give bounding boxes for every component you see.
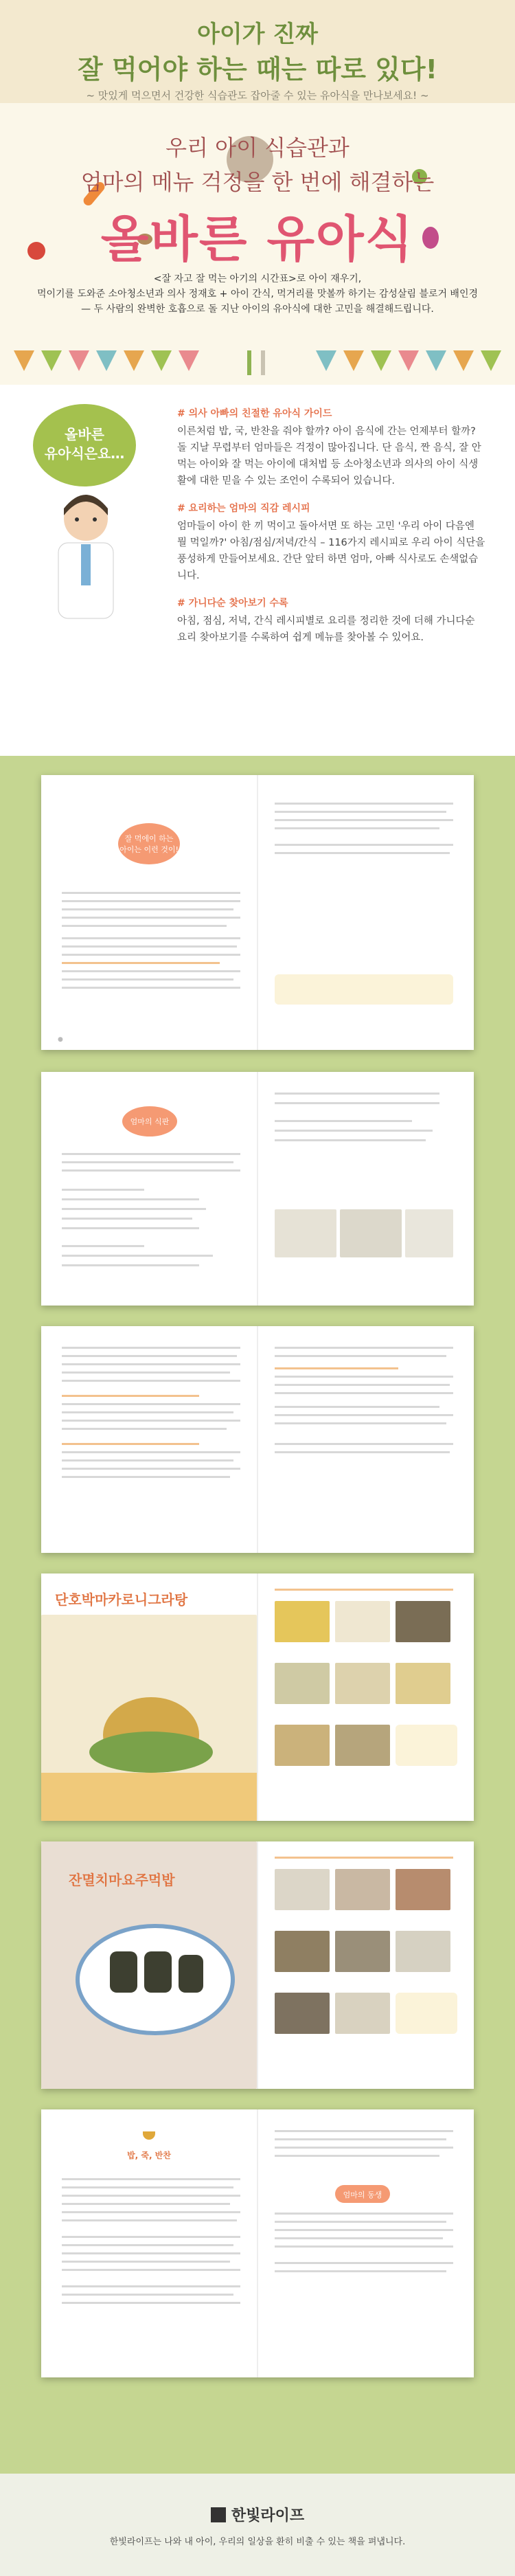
book-spread-3 xyxy=(41,1326,474,1553)
step-photo xyxy=(335,1993,390,2034)
hero-subtitle: ~ 맛있게 먹으면서 건강한 식습관도 잡아줄 수 있는 유아식을 만나보세요! ~ xyxy=(86,89,429,102)
bottles-photo xyxy=(340,1209,402,1257)
step-photo xyxy=(396,1931,450,1972)
intro-paragraph-guide: 이른처럼 밥, 국, 반찬을 줘야 할까? 아이 음식에 간는 언제부터 할까? 돌 지날 무렵부터 엄마들은 걱정이 많아집니다. 단 음식, 짠 음식, 잘 안 먹는 아이와 잘 먹는 아이에 대처법 등 소아청소년과 의사의 아이 식생활에 대한 믿을 수 있는 조언이 수록되어 있습니다. xyxy=(177,426,481,486)
intro-section xyxy=(0,385,515,756)
step-photo xyxy=(396,1663,450,1704)
book-spreads-section xyxy=(0,756,515,2474)
step-photo xyxy=(335,1931,390,1972)
chapter-blob-text: 잘 먹에이 하는 아이는 이런 것이! xyxy=(119,834,179,854)
bunting-decoration xyxy=(0,350,515,378)
step-photo xyxy=(275,1993,330,2034)
doctor-illustration xyxy=(41,488,130,625)
section-blob xyxy=(122,1106,177,1136)
book-title: 올바른 유아식 xyxy=(100,210,415,268)
hero-description xyxy=(0,271,515,317)
spine xyxy=(257,1326,258,1553)
spine xyxy=(257,1072,258,1306)
bottles-photo xyxy=(275,1209,336,1257)
recipe-title: 단호박마카로니그라탕 xyxy=(55,1591,188,1608)
step-photo xyxy=(396,1601,450,1642)
hero-tagline-1: 우리 아이 식습관과 xyxy=(165,135,350,161)
step-photo xyxy=(275,1931,330,1972)
book-spread-6 xyxy=(41,2109,474,2377)
step-photo xyxy=(275,1725,330,1766)
bowl-icon xyxy=(143,2131,155,2140)
hero-headline-line1: 아이가 진짜 xyxy=(196,21,319,48)
hero-tagline-2: 엄마의 메뉴 걱정을 한 번에 해결하는 xyxy=(80,169,435,195)
hero-desc-line1: <잘 자고 잘 먹는 아기의 시간표>로 아이 재우기, xyxy=(153,273,362,284)
book-spread-2 xyxy=(41,1072,474,1306)
hero-desc-line2: 먹이기를 도와준 소아청소년과 의사 정재호 + 아이 간식, 먹거리를 맛볼까 하기는 감성살림 블로거 배인경 xyxy=(36,289,479,300)
intro-bubble-text: 올바른 유아식은요… xyxy=(44,426,125,462)
recipe-tip xyxy=(396,1725,457,1766)
publisher-logo-icon xyxy=(211,2507,226,2522)
intro-text-block xyxy=(177,405,486,646)
spine xyxy=(257,775,258,1050)
recipe-tip xyxy=(396,1993,457,2034)
step-photo xyxy=(335,1601,390,1642)
intro-heading-recipe: # 요리하는 엄마의 직감 레시피 xyxy=(177,503,310,514)
publisher-logo xyxy=(0,2504,515,2525)
intro-paragraph-index: 아침, 점심, 저녁, 간식 레시피별로 요리를 정리한 것에 더해 가니다순 요리 찾아보기를 수록하여 쉽게 메뉴를 찾아볼 수 있어요. xyxy=(177,616,475,643)
intro-heading-guide: # 의사 아빠의 친절한 유아식 가이드 xyxy=(177,408,332,419)
recipe-title: 잔멸치마요주먹밥 xyxy=(69,1872,175,1888)
hero-desc-line3: — 두 사람의 완벽한 호흡으로 돌 지난 아이의 유아식에 대한 고민을 해결해드립니다. xyxy=(81,304,434,315)
step-photo xyxy=(275,1601,330,1642)
spine xyxy=(257,2109,258,2377)
book-spread-recipe-1 xyxy=(41,1573,474,1821)
book-spread-1: 잘 먹에이 하는 아이는 이런 것이! ● xyxy=(41,775,474,1050)
footer xyxy=(0,2474,515,2576)
bottles-photo xyxy=(405,1209,453,1257)
section-badge xyxy=(335,2185,390,2203)
tip-note xyxy=(275,974,453,1005)
step-photo xyxy=(335,1725,390,1766)
step-photo xyxy=(335,1663,390,1704)
publisher-tagline: 한빛라이프는 나와 내 아이, 우리의 일상을 환히 비출 수 있는 책을 펴냅니다. xyxy=(109,2537,406,2547)
step-photo xyxy=(275,1663,330,1704)
publisher-logo-text: 한빛라이프 xyxy=(231,2507,305,2524)
spine xyxy=(257,1573,258,1821)
step-photo xyxy=(275,1869,330,1910)
section-blob-text: 엄마의 식판 xyxy=(130,1117,170,1126)
step-photo xyxy=(335,1869,390,1910)
section-badge-text: 엄마의 동생 xyxy=(343,2191,382,2199)
hero-section xyxy=(0,0,515,385)
spine xyxy=(257,1841,258,2089)
gratin-photo xyxy=(41,1615,257,1821)
section-heading: 밥, 죽, 반찬 xyxy=(127,2151,171,2160)
book-spread-recipe-2 xyxy=(41,1841,474,2089)
hero-headline-line2: 잘 먹어야 하는 때는 따로 있다! xyxy=(78,54,437,85)
intro-speech-bubble xyxy=(33,404,136,486)
step-photo xyxy=(396,1869,450,1910)
chapter-blob xyxy=(118,823,180,864)
intro-paragraph-recipe: 엄마들이 아이 한 끼 먹이고 돌아서면 또 하는 고민 '우리 아이 다음엔 뭘 먹일까?' 아침/점심/저녁/간식 – 116가지 레시피로 우리 아이 식단을 풍성하게 만들어보세요. 간단 앞터 하면 엄마, 아빠 식사로도 손색없습니다. xyxy=(177,521,485,581)
intro-heading-index: # 가니다순 찾아보기 수록 xyxy=(177,598,288,609)
